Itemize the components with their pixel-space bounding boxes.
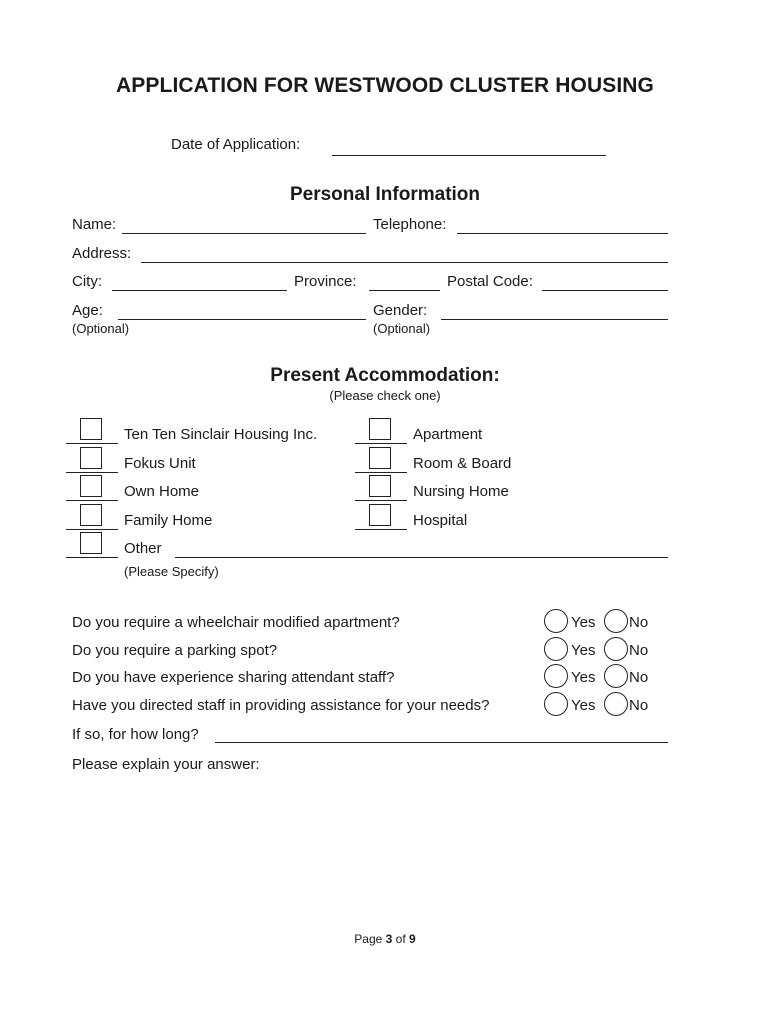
option-label-hospital: Hospital	[413, 512, 468, 529]
how-long-field[interactable]	[215, 742, 668, 743]
postal-code-field[interactable]	[542, 290, 668, 291]
gender-optional-note: (Optional)	[373, 321, 431, 336]
radio-parking-yes[interactable]	[544, 637, 568, 661]
checkbox-other[interactable]	[80, 532, 102, 554]
address-label: Address:	[72, 245, 132, 262]
checkbox-underline	[355, 500, 407, 501]
checkbox-own-home[interactable]	[80, 475, 102, 497]
option-label-fokus-unit: Fokus Unit	[124, 455, 196, 472]
radio-label-yes: Yes	[571, 697, 596, 714]
page-total: 9	[409, 932, 416, 946]
radio-label-no: No	[629, 614, 649, 631]
checkbox-underline	[355, 443, 407, 444]
checkbox-underline	[66, 529, 118, 530]
form-title: APPLICATION FOR WESTWOOD CLUSTER HOUSING	[116, 74, 654, 97]
checkbox-underline	[66, 500, 118, 501]
age-label: Age:	[72, 302, 103, 319]
date-field[interactable]	[332, 155, 606, 156]
checkbox-hospital[interactable]	[369, 504, 391, 526]
question-directed-staff: Have you directed staff in providing assistance for your needs?	[72, 697, 490, 714]
radio-parking-no[interactable]	[604, 637, 628, 661]
checkbox-underline	[355, 472, 407, 473]
name-field[interactable]	[122, 233, 366, 234]
checkbox-underline	[66, 557, 118, 558]
radio-wheelchair-yes[interactable]	[544, 609, 568, 633]
province-field[interactable]	[369, 290, 440, 291]
radio-label-yes: Yes	[571, 614, 596, 631]
name-label: Name:	[72, 216, 117, 233]
personal-info-heading: Personal Information	[289, 184, 481, 205]
radio-label-no: No	[629, 642, 649, 659]
city-label: City:	[72, 273, 102, 290]
checkbox-fokus-unit[interactable]	[80, 447, 102, 469]
question-shared-staff: Do you have experience sharing attendant staff?	[72, 669, 395, 686]
radio-directed-staff-no[interactable]	[604, 692, 628, 716]
page-number	[0, 932, 770, 946]
option-label-family-home: Family Home	[124, 512, 213, 529]
radio-wheelchair-no[interactable]	[604, 609, 628, 633]
accommodation-heading: Present Accommodation:	[270, 365, 500, 386]
postal-code-label: Postal Code:	[447, 273, 533, 290]
how-long-label: If so, for how long?	[72, 726, 199, 743]
checkbox-family-home[interactable]	[80, 504, 102, 526]
radio-label-no: No	[629, 697, 649, 714]
province-label: Province:	[294, 273, 357, 290]
question-parking: Do you require a parking spot?	[72, 642, 278, 659]
explain-label: Please explain your answer:	[72, 756, 260, 773]
checkbox-underline	[66, 472, 118, 473]
checkbox-underline	[66, 443, 118, 444]
checkbox-underline	[355, 529, 407, 530]
address-field[interactable]	[141, 262, 668, 263]
accommodation-subheading: (Please check one)	[329, 388, 441, 403]
age-optional-note: (Optional)	[72, 321, 130, 336]
option-label-other: Other	[124, 540, 162, 557]
checkbox-nursing-home[interactable]	[369, 475, 391, 497]
option-label-ten-ten-sinclair: Ten Ten Sinclair Housing Inc.	[124, 426, 318, 443]
checkbox-apartment[interactable]	[369, 418, 391, 440]
radio-shared-staff-yes[interactable]	[544, 664, 568, 688]
age-field[interactable]	[118, 319, 366, 320]
option-label-room-and-board: Room & Board	[413, 455, 512, 472]
radio-label-yes: Yes	[571, 642, 596, 659]
telephone-label: Telephone:	[373, 216, 447, 233]
other-specify-field[interactable]	[175, 557, 668, 558]
radio-label-yes: Yes	[571, 669, 596, 686]
page-of: of	[392, 932, 410, 946]
option-label-apartment: Apartment	[413, 426, 483, 443]
telephone-field[interactable]	[457, 233, 668, 234]
radio-shared-staff-no[interactable]	[604, 664, 628, 688]
page-current: 3	[385, 932, 393, 946]
checkbox-ten-ten-sinclair[interactable]	[80, 418, 102, 440]
page-prefix: Page	[354, 932, 386, 946]
radio-directed-staff-yes[interactable]	[544, 692, 568, 716]
option-label-own-home: Own Home	[124, 483, 200, 500]
question-wheelchair: Do you require a wheelchair modified apartment?	[72, 614, 400, 631]
gender-field[interactable]	[441, 319, 668, 320]
gender-label: Gender:	[373, 302, 428, 319]
date-label: Date of Application:	[171, 136, 301, 153]
checkbox-room-and-board[interactable]	[369, 447, 391, 469]
option-label-nursing-home: Nursing Home	[413, 483, 509, 500]
radio-label-no: No	[629, 669, 649, 686]
city-field[interactable]	[112, 290, 287, 291]
other-specify-note: (Please Specify)	[124, 564, 219, 579]
explain-answer-area[interactable]	[72, 780, 668, 920]
